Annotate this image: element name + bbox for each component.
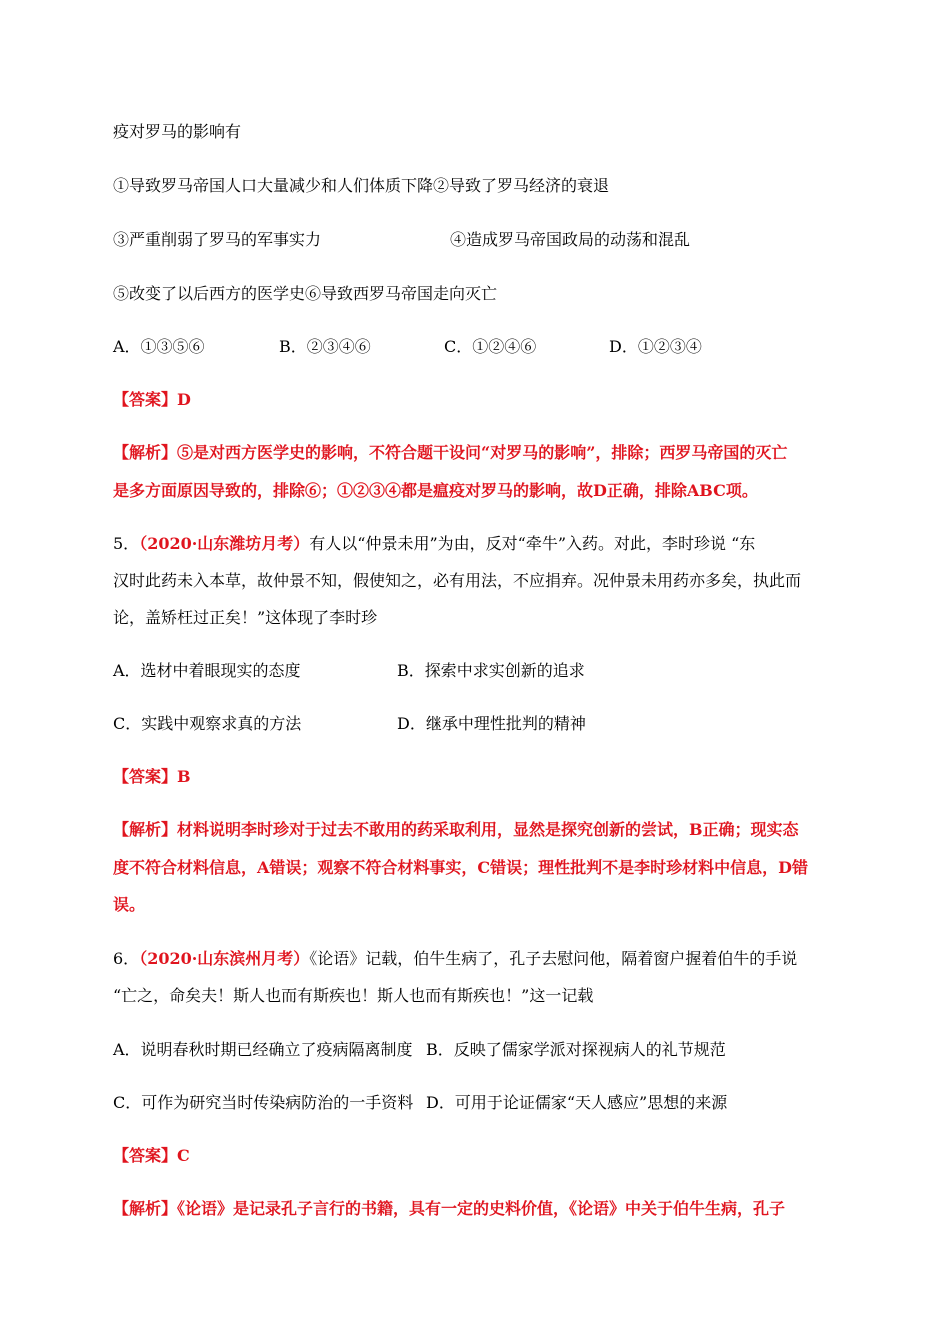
q6-stem-text-1: 《论语》记载，伯牛生病了，孔子去慰问他，隔着窗户握着伯牛的手说 xyxy=(309,949,798,968)
q4-analysis-line-1: 【解析】⑤是对西方医学史的影响，不符合题干设问“对罗马的影响”，排除；西罗马帝国的灭亡 xyxy=(113,443,788,462)
q5-stem-text-1: 有人以“仲景未用”为由，反对“牵牛”入药。对此，李时珍说 “东 xyxy=(309,534,756,553)
q5-option-a: A．选材中着眼现实的态度 xyxy=(113,661,301,680)
q4-analysis-line-2: 是多方面原因导致的，排除⑥；①②③④都是瘟疫对罗马的影响，故D正确，排除ABC项。 xyxy=(113,481,758,500)
q5-stem-line-2: 汉时此药未入本草，故仲景不知，假使知之，必有用法，不应捐弃。况仲景未用药亦多矣，执此而 xyxy=(113,571,802,590)
q4-items-5-6: ⑤改变了以后西方的医学史⑥导致西罗马帝国走向灭亡 xyxy=(113,284,498,303)
q4-items-1-2: ①导致罗马帝国人口大量减少和人们体质下降②导致了罗马经济的衰退 xyxy=(113,176,610,195)
q4-answer: 【答案】D xyxy=(113,390,191,409)
q4-option-d: D．①②③④ xyxy=(609,337,702,356)
q5-option-b: B．探索中求实创新的追求 xyxy=(397,661,585,680)
q5-option-d: D．继承中理性批判的精神 xyxy=(397,714,586,733)
q5-stem-line-3: 论，盖矫枉过正矣！”这体现了李时珍 xyxy=(113,608,378,627)
q6-analysis-line-1: 【解析】《论语》是记录孔子言行的书籍，具有一定的史料价值，《论语》中关于伯牛生病，孔子 xyxy=(113,1199,786,1218)
q6-number: 6． xyxy=(113,949,140,968)
q4-item-4: ④造成罗马帝国政局的动荡和混乱 xyxy=(450,230,691,249)
q6-stem-line-2: “亡之，命矣夫！斯人也而有斯疾也！斯人也而有斯疾也！”这一记载 xyxy=(113,986,594,1005)
q4-option-b: B．②③④⑥ xyxy=(279,337,371,356)
q4-option-c: C．①②④⑥ xyxy=(444,337,537,356)
q4-stem-tail: 疫对罗马的影响有 xyxy=(113,122,242,141)
q6-option-c: C．可作为研究当时传染病防治的一手资料 xyxy=(113,1093,414,1112)
q6-source: （2020·山东滨州月考） xyxy=(139,949,310,968)
q5-analysis-line-2: 度不符合材料信息，A错误；观察不符合材料事实，C错误；理性批判不是李时珍材料中信息，D错 xyxy=(113,858,809,877)
q4-option-a: A．①③⑤⑥ xyxy=(113,337,205,356)
q5-number: 5． xyxy=(113,534,140,553)
q5-analysis-line-3: 误。 xyxy=(113,895,146,914)
q5-stem-line-1 xyxy=(113,534,755,554)
q6-option-a: A．说明春秋时期已经确立了疫病隔离制度 xyxy=(113,1040,413,1059)
q5-option-c: C．实践中观察求真的方法 xyxy=(113,714,302,733)
q6-option-d: D．可用于论证儒家“天人感应”思想的来源 xyxy=(426,1093,728,1112)
q6-answer: 【答案】C xyxy=(113,1146,190,1165)
q6-option-b: B．反映了儒家学派对探视病人的礼节规范 xyxy=(426,1040,726,1059)
q6-stem-line-1 xyxy=(113,949,797,969)
q5-analysis-line-1: 【解析】材料说明李时珍对于过去不敢用的药采取利用，显然是探究创新的尝试，B正确；现实态 xyxy=(113,820,799,839)
q5-answer: 【答案】B xyxy=(113,767,191,786)
q4-item-3: ③严重削弱了罗马的军事实力 xyxy=(113,230,322,249)
q5-source: （2020·山东潍坊月考） xyxy=(139,534,310,553)
